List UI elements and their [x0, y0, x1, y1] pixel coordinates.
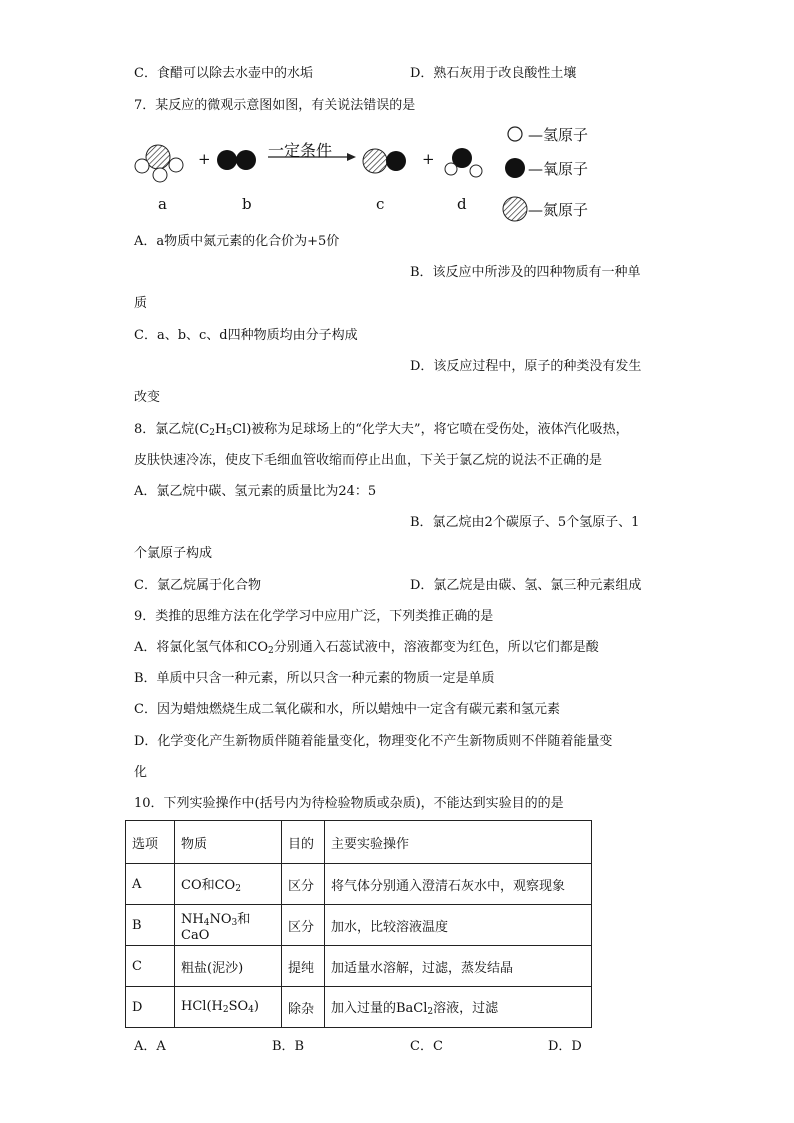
q10-stem: 10．下列实验操作中(括号内为待检验物质或杂质)，不能达到实验目的的是 — [134, 796, 564, 811]
molecule-a — [135, 145, 183, 182]
table-row — [126, 905, 592, 946]
cell-operation: 将气体分别通入澄清石灰水中，观察现象 — [325, 864, 592, 905]
table-header-row — [126, 821, 592, 864]
q7-option-b-line2: 质 — [134, 296, 148, 311]
cell-operation: 加水，比较溶液温度 — [325, 905, 592, 946]
q7-option-d-line1: D．该反应过程中，原子的种类没有发生 — [410, 359, 642, 374]
cell-substance: $NH_4NO_3$和CaO — [175, 905, 282, 946]
oxygen-atom — [386, 151, 406, 171]
legend-hydrogen: —氢原子 — [528, 126, 589, 144]
cell-option: C — [126, 946, 175, 987]
q9-option-b: B．单质中只含一种元素，所以只含一种元素的物质一定是单质 — [134, 671, 495, 686]
label-d: d — [457, 195, 467, 213]
q7-option-d-line2: 改变 — [134, 390, 161, 405]
table-row — [126, 864, 592, 905]
q6-option-d: D．熟石灰用于改良酸性土壤 — [410, 66, 577, 81]
cell-purpose: 提纯 — [282, 946, 325, 987]
q8-option-d: D．氯乙烷是由碳、氢、氯三种元素组成 — [410, 578, 642, 593]
q10-answer-c: C．C — [410, 1039, 443, 1054]
q10-answer-a: A．A — [134, 1039, 166, 1054]
oxygen-atom — [217, 150, 237, 170]
label-b: b — [242, 195, 252, 213]
oxygen-atom — [236, 150, 256, 170]
cell-option: D — [126, 987, 175, 1028]
arrow-label: 一定条件 — [268, 141, 333, 160]
header-purpose: 目的 — [282, 821, 325, 864]
cell-purpose: 区分 — [282, 864, 325, 905]
legend-hydrogen-icon — [508, 127, 522, 141]
hydrogen-atom — [470, 165, 482, 177]
molecule-d — [445, 148, 482, 177]
q9-stem: 9．类推的思维方法在化学学习中应用广泛，下列类推正确的是 — [134, 609, 494, 624]
cell-purpose: 除杂 — [282, 987, 325, 1028]
table-row — [126, 987, 592, 1028]
cell-substance: CO和$CO_2$ — [175, 864, 282, 905]
legend-nitrogen: —氮原子 — [528, 201, 589, 219]
q10-answer-b: B．B — [272, 1039, 305, 1054]
q7-option-b-line1: B．该反应中所涉及的四种物质有一种单 — [410, 265, 641, 280]
q7-option-a: A．a物质中氮元素的化合价为+5价 — [134, 234, 340, 249]
table-row — [126, 946, 592, 987]
label-c: c — [376, 195, 385, 213]
plus-sign-2: + — [422, 150, 435, 168]
header-option: 选项 — [126, 821, 175, 864]
q9-option-d-line1: D．化学变化产生新物质伴随着能量变化，物理变化不产生新物质则不伴随着能量变 — [134, 734, 613, 749]
hydrogen-atom — [153, 168, 167, 182]
q8-option-c: C．氯乙烷属于化合物 — [134, 578, 261, 593]
q9-option-a: A．将氯化氢气体和$CO_2$分别通入石蕊试液中，溶液都变为红色，所以它们都是酸 — [134, 640, 599, 656]
q6-option-c: C．食醋可以除去水壶中的水垢 — [134, 66, 313, 81]
q8-option-b-line1: B．氯乙烷由2个碳原子、5个氢原子、1 — [410, 515, 640, 530]
q8-option-b-line2: 个氯原子构成 — [134, 546, 213, 561]
hydrogen-atom — [445, 163, 457, 175]
q8-option-a: A．氯乙烷中碳、氢元素的质量比为24：5 — [134, 484, 377, 499]
hydrogen-atom — [135, 159, 149, 173]
q7-option-c: C．a、b、c、d四种物质均由分子构成 — [134, 328, 358, 343]
cell-substance: $HCl(H_2SO_4)$ — [175, 987, 282, 1028]
q8-stem-line1: 8．氯乙烷$(C_2H_5Cl)$被称为足球场上的“化学大夫”，将它喷在受伤处，液体汽化吸热， — [134, 422, 629, 438]
plus-sign-1: + — [198, 150, 211, 168]
header-substance: 物质 — [175, 821, 282, 864]
molecule-b — [217, 150, 256, 170]
label-a: a — [158, 195, 167, 213]
nitrogen-atom — [146, 145, 170, 169]
cell-operation: 加适量水溶解，过滤，蒸发结晶 — [325, 946, 592, 987]
cell-purpose: 区分 — [282, 905, 325, 946]
q10-answer-d: D．D — [548, 1039, 582, 1054]
nitrogen-atom — [363, 149, 387, 173]
cell-substance: 粗盐(泥沙) — [175, 946, 282, 987]
molecule-c — [363, 149, 406, 173]
header-operation: 主要实验操作 — [325, 821, 592, 864]
legend-oxygen-icon — [505, 158, 525, 178]
q7-stem: 7．某反应的微观示意图如图，有关说法错误的是 — [134, 98, 416, 113]
q9-option-c: C．因为蜡烛燃烧生成二氧化碳和水，所以蜡烛中一定含有碳元素和氢元素 — [134, 702, 560, 717]
q10-table — [125, 820, 592, 1028]
cell-operation: 加入过量的BaCl$_2$溶液，过滤 — [325, 987, 592, 1028]
q8-stem-line2: 皮肤快速冷冻，使皮下毛细血管收缩而停止出血，下关于氯乙烷的说法不正确的是 — [134, 453, 603, 468]
legend-nitrogen-icon — [503, 197, 527, 221]
cell-option: B — [126, 905, 175, 946]
hydrogen-atom — [169, 158, 183, 172]
q9-option-d-line2: 化 — [134, 765, 148, 780]
cell-option: A — [126, 864, 175, 905]
legend-oxygen: —氧原子 — [528, 160, 589, 178]
